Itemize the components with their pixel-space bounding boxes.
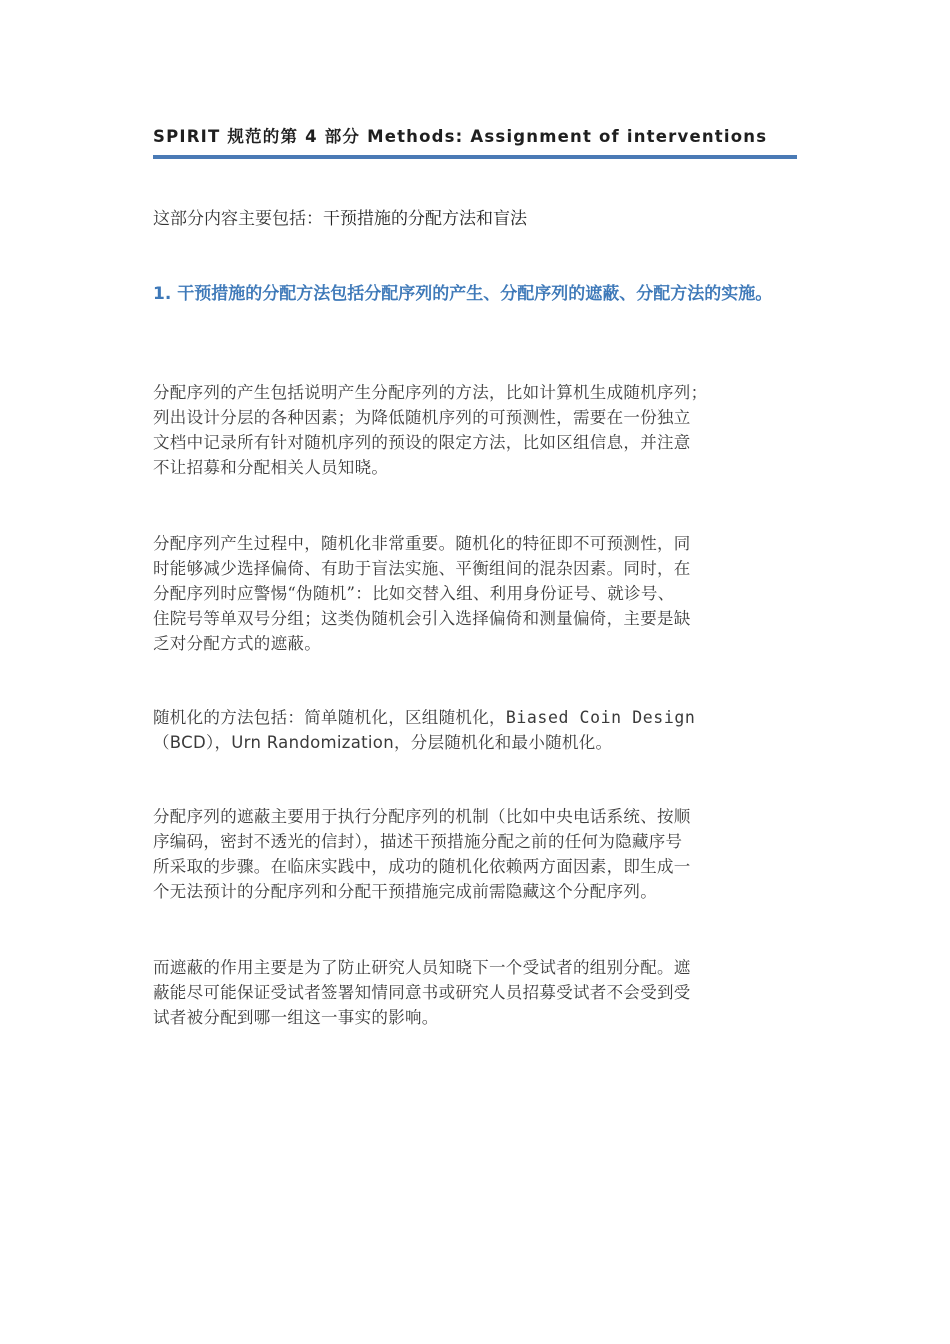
page-title: SPIRIT 规范的第 4 部分 Methods: Assignment of interventions <box>153 127 768 146</box>
paragraph-line: 序编码，密封不透光的信封），描述干预措施分配之前的任何为隐藏序号 <box>153 832 683 851</box>
paragraph-line: （BCD），Urn Randomization，分层随机化和最小随机化。 <box>153 733 613 752</box>
paragraph-line: 文档中记录所有针对随机序列的预设的限定方法，比如区组信息，并注意 <box>153 433 691 452</box>
paragraph-line: 分配序列的遮蔽主要用于执行分配序列的机制（比如中央电话系统、按顺 <box>153 807 691 826</box>
paragraph-allocation-concealment <box>153 804 797 904</box>
paragraph-line: 住院号等单双号分组；这类伪随机会引入选择偏倚和测量偏倚，主要是缺 <box>153 609 691 628</box>
intro-label: 这部分内容主要包括： <box>153 209 323 229</box>
paragraph-line: 列出设计分层的各种因素；为降低随机序列的可预测性，需要在一份独立 <box>153 408 691 427</box>
paragraph-mono-text: Biased Coin Design <box>505 708 696 727</box>
paragraph-line: 试者被分配到哪一组这一事实的影响。 <box>153 1008 439 1027</box>
paragraph-line <box>153 705 797 730</box>
paragraph-line: 分配序列的产生包括说明产生分配序列的方法，比如计算机生成随机序列； <box>153 383 708 402</box>
paragraph-line: 而遮蔽的作用主要是为了防止研究人员知晓下一个受试者的组别分配。遮 <box>153 958 691 977</box>
paragraph-line: 蔽能尽可能保证受试者签署知情同意书或研究人员招募受试者不会受到受 <box>153 983 691 1002</box>
intro-line <box>153 206 797 232</box>
paragraph-line: 分配序列时应警惕“伪随机”：比如交替入组、利用身份证号、就诊号、 <box>153 584 675 603</box>
paragraph-randomization-methods <box>153 705 797 755</box>
paragraph-text: 随机化的方法包括：简单随机化，区组随机化， <box>153 708 506 727</box>
paragraph-concealment-purpose <box>153 955 797 1030</box>
paragraph-line: 所采取的步骤。在临床实践中，成功的随机化依赖两方面因素，即生成一 <box>153 857 691 876</box>
paragraph-line: 不让招募和分配相关人员知晓。 <box>153 458 389 477</box>
header-divider <box>153 155 797 159</box>
document-header <box>153 126 797 159</box>
intro-value: 干预措施的分配方法和盲法 <box>323 209 527 229</box>
paragraph-randomization-importance <box>153 531 797 656</box>
paragraph-line: 个无法预计的分配序列和分配干预措施完成前需隐藏这个分配序列。 <box>153 882 657 901</box>
paragraph-line: 乏对分配方式的遮蔽。 <box>153 634 321 653</box>
paragraph-sequence-generation <box>153 380 797 480</box>
paragraph-line: 时能够减少选择偏倚、有助于盲法实施、平衡组间的混杂因素。同时，在 <box>153 559 691 578</box>
paragraph-line: 分配序列产生过程中，随机化非常重要。随机化的特征即不可预测性，同 <box>153 534 691 553</box>
section-heading: 1. 干预措施的分配方法包括分配序列的产生、分配序列的遮蔽、分配方法的实施。 <box>153 284 773 304</box>
